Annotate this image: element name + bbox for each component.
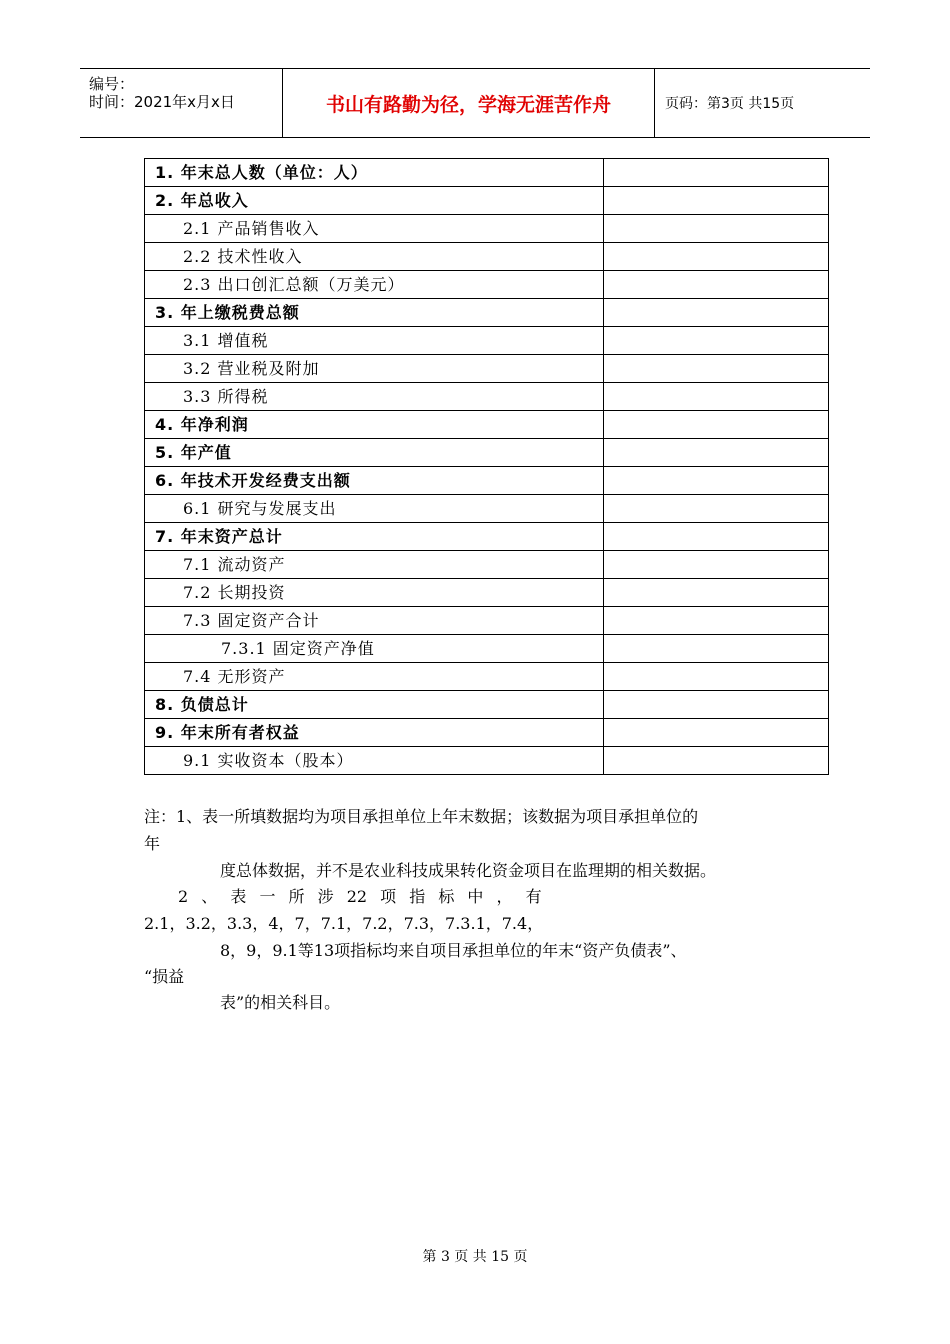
row-label: 5. 年产值 [145,439,604,467]
table-row [145,327,829,355]
row-label: 6. 年技术开发经费支出额 [145,467,604,495]
note-line: 表”的相关科目。 [220,993,341,1012]
row-label: 9. 年末所有者权益 [145,719,604,747]
row-label: 7. 年末资产总计 [145,523,604,551]
row-value[interactable] [604,271,829,299]
indicator-table [144,158,829,775]
header-motto: 书山有路勤为径，学海无涯苦作舟 [283,69,655,137]
row-label: 2.2 技术性收入 [145,243,604,271]
table-row [145,215,829,243]
row-label: 3.3 所得税 [145,383,604,411]
document-date-label: 时间：2021年x月x日 [89,93,235,111]
note-line: 年 [144,834,161,853]
row-label: 1. 年末总人数（单位：人） [145,159,604,187]
row-value[interactable] [604,691,829,719]
row-label: 6.1 研究与发展支出 [145,495,604,523]
note-line: 2 、 表 一 所 涉 22 项 指 标 中 ， 有 [178,887,542,906]
row-value[interactable] [604,719,829,747]
row-value[interactable] [604,439,829,467]
row-label: 2.1 产品销售收入 [145,215,604,243]
table-row [145,635,829,663]
note-line: 2.1，3.2，3.3，4，7，7.1，7.2，7.3，7.3.1，7.4， [144,914,544,933]
row-label: 8. 负债总计 [145,691,604,719]
table-row [145,243,829,271]
row-value[interactable] [604,327,829,355]
row-value[interactable] [604,159,829,187]
row-value[interactable] [604,243,829,271]
row-label: 7.3 固定资产合计 [145,607,604,635]
row-value[interactable] [604,495,829,523]
note-line: “损益 [144,967,185,986]
table-row [145,579,829,607]
row-value[interactable] [604,299,829,327]
row-value[interactable] [604,607,829,635]
row-label: 7.3.1 固定资产净值 [145,635,604,663]
table-row [145,383,829,411]
row-value[interactable] [604,411,829,439]
row-value[interactable] [604,187,829,215]
table-row [145,691,829,719]
row-label: 2. 年总收入 [145,187,604,215]
header-meta-cell [80,69,283,137]
table-row [145,299,829,327]
header-page-label: 页码：第3页 共15页 [665,96,795,112]
row-value[interactable] [604,355,829,383]
row-label: 3. 年上缴税费总额 [145,299,604,327]
row-label: 3.1 增值税 [145,327,604,355]
table-row [145,523,829,551]
row-value[interactable] [604,635,829,663]
row-value[interactable] [604,215,829,243]
table-row [145,355,829,383]
row-label: 7.4 无形资产 [145,663,604,691]
note-line: 8，9，9.1等13项指标均来自项目承担单位的年末“资产负债表”、 [220,941,687,960]
row-label: 7.2 长期投资 [145,579,604,607]
document-number-label: 编号： [89,75,135,93]
row-value[interactable] [604,747,829,775]
row-label: 9.1 实收资本（股本） [145,747,604,775]
table-row [145,411,829,439]
table-row [145,187,829,215]
table-row [145,495,829,523]
row-value[interactable] [604,523,829,551]
table-row [145,747,829,775]
table-row [145,551,829,579]
table-row [145,663,829,691]
row-label: 3.2 营业税及附加 [145,355,604,383]
page-header [80,68,870,138]
note-line: 注：1、表一所填数据均为项目承担单位上年末数据；该数据为项目承担单位的 [144,807,699,826]
table-row [145,271,829,299]
page-footer: 第 3 页 共 15 页 [422,1249,528,1265]
row-label: 2.3 出口创汇总额（万美元） [145,271,604,299]
row-value[interactable] [604,663,829,691]
row-label: 7.1 流动资产 [145,551,604,579]
row-value[interactable] [604,579,829,607]
row-label: 4. 年净利润 [145,411,604,439]
table-row [145,467,829,495]
table-row [145,607,829,635]
note-line: 度总体数据，并不是农业科技成果转化资金项目在监理期的相关数据。 [220,861,717,880]
table-row [145,439,829,467]
table-row [145,719,829,747]
row-value[interactable] [604,551,829,579]
row-value[interactable] [604,467,829,495]
row-value[interactable] [604,383,829,411]
table-row [145,159,829,187]
